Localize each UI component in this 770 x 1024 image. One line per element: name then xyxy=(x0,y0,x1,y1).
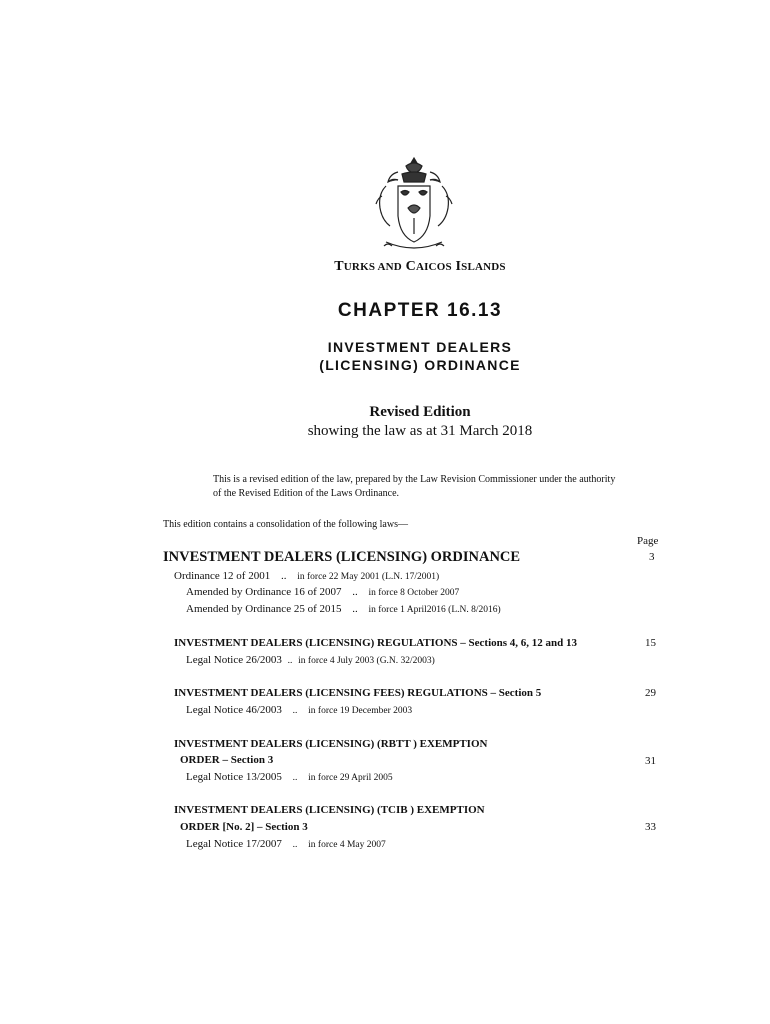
notice-dots: .. xyxy=(292,840,298,850)
intro-line-2: of the Revised Edition of the Laws Ordinance. xyxy=(213,488,400,499)
country-text-1: URKS AND xyxy=(343,261,402,273)
entry-label: Amended by Ordinance 16 of 2007 xyxy=(186,586,342,598)
country-initial-c: C xyxy=(401,259,416,274)
subsidiary-title: INVESTMENT DEALERS (LICENSING) (TCIB ) EXEMPTION xyxy=(174,804,485,816)
subsidiary-title-line-2: ORDER – Section 3 xyxy=(180,754,274,766)
consolidation-lead: This edition contains a consolidation of the following laws— xyxy=(163,519,408,530)
notice-dots: .. xyxy=(292,773,298,783)
country-text-3: SLANDS xyxy=(461,261,506,273)
notice-force: in force 29 April 2005 xyxy=(308,773,393,783)
notice-label: Legal Notice 46/2003 xyxy=(186,704,282,716)
country-name xyxy=(0,258,770,275)
notice-label: Legal Notice 13/2005 xyxy=(186,771,282,783)
notice-label: Legal Notice 17/2007 xyxy=(186,838,282,850)
chapter-heading: CHAPTER 16.13 xyxy=(337,300,503,321)
country-initial-t: T xyxy=(334,259,344,274)
list-item xyxy=(186,586,459,598)
coat-of-arms-image xyxy=(368,156,460,256)
list-item xyxy=(186,838,386,850)
list-item xyxy=(174,570,439,582)
country-text-2: AICOS xyxy=(415,261,452,273)
notice-force: in force 19 December 2003 xyxy=(308,706,413,716)
intro-line-1: This is a revised edition of the law, prepared by the Law Revision Commissioner under the authority xyxy=(213,474,616,485)
list-item xyxy=(186,654,435,666)
entry-dots: .. xyxy=(352,603,358,615)
notice-dots: .. xyxy=(292,706,298,716)
notice-dots: .. xyxy=(287,656,293,666)
notice-force: in force 4 July 2003 (G.N. 32/2003) xyxy=(298,656,435,666)
subsidiary-page: 15 xyxy=(645,637,656,649)
revised-edition-label: Revised Edition xyxy=(369,404,471,420)
subsidiary-page: 33 xyxy=(645,821,656,833)
intro-paragraph xyxy=(213,473,653,501)
list-item xyxy=(186,771,393,783)
ordinance-title-line-2: (LICENSING) ORDINANCE xyxy=(319,357,521,373)
country-initial-i: I xyxy=(451,259,462,274)
entry-force: in force 22 May 2001 (L.N. 17/2001) xyxy=(297,572,440,582)
entry-dots: .. xyxy=(280,570,287,582)
notice-force: in force 4 May 2007 xyxy=(308,840,386,850)
subsidiary-title: INVESTMENT DEALERS (LICENSING) (RBTT ) EXEMPTION xyxy=(174,738,488,750)
entry-dots: .. xyxy=(352,586,358,598)
main-law-title: INVESTMENT DEALERS (LICENSING) ORDINANCE xyxy=(163,549,521,565)
subsidiary-title: INVESTMENT DEALERS (LICENSING) REGULATIONS – Sections 4, 6, 12 and 13 xyxy=(174,637,578,649)
ordinance-title-line-1: INVESTMENT DEALERS xyxy=(327,339,513,355)
ordinance-title xyxy=(0,338,770,374)
subsidiary-page: 31 xyxy=(645,755,656,767)
main-law-page: 3 xyxy=(649,551,655,563)
list-item xyxy=(186,704,412,716)
page-column-header: Page xyxy=(637,535,659,547)
notice-label: Legal Notice 26/2003 xyxy=(186,654,282,666)
entry-label: Ordinance 12 of 2001 xyxy=(174,570,271,582)
revision-date: showing the law as at 31 March 2018 xyxy=(307,423,533,439)
entry-force: in force 1 April2016 (L.N. 8/2016) xyxy=(368,605,501,615)
subsidiary-page: 29 xyxy=(645,687,656,699)
subsidiary-title: INVESTMENT DEALERS (LICENSING FEES) REGULATIONS – Section 5 xyxy=(174,687,542,699)
subsidiary-title-line-2: ORDER [No. 2] – Section 3 xyxy=(180,821,308,833)
entry-label: Amended by Ordinance 25 of 2015 xyxy=(186,603,342,615)
entry-force: in force 8 October 2007 xyxy=(368,588,460,598)
list-item xyxy=(186,603,501,615)
